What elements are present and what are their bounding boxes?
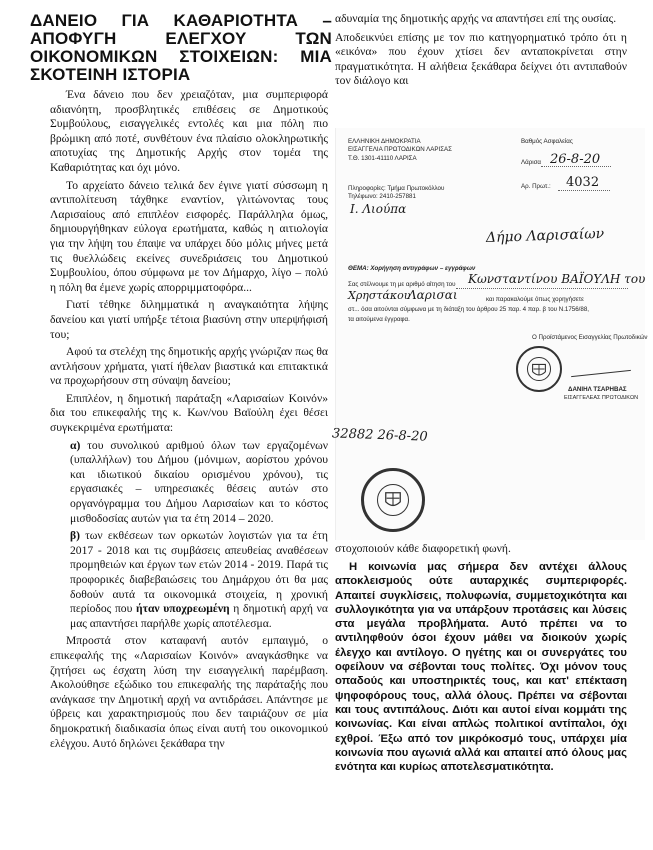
letter-applicant-handwritten: Κωνσταντίνου ΒΑΪΟΥΛΗ του bbox=[468, 272, 646, 286]
right-column bbox=[335, 12, 627, 93]
letter-signatory-name: ΔΑΝΙΗΛ ΤΣΑΡΗΒΑΣ bbox=[568, 386, 627, 393]
question-b-text-1: των εκθέσεων των ορκωτών λογιστών για τα έτη 2017 - 2018 και τις συμβάσεις απευθείας αναθέσεων προμηθειών και έργων των ετών 2014 - 2019. Παρά τις προφορικές διαβεβαιώσεις του Δημάρχου ότι θα μας δοθούν αυτά τα οικονομικά στοιχεία, η χρονική περίοδος που bbox=[70, 529, 328, 616]
letter-signatory-title: Ο Προϊστάμενος Εισαγγελίας Πρωτοδικών bbox=[532, 334, 648, 341]
letter-protocol-label: Αρ. Πρωτ.: bbox=[521, 183, 551, 190]
municipality-round-seal bbox=[361, 468, 425, 532]
letter-info-label: Πληροφορίες: Τμήμα Πρωτοκόλλου bbox=[348, 185, 445, 192]
letter-org-line-2: ΕΙΣΑΓΓΕΛΙΑ ΠΡΩΤΟΔΙΚΩΝ ΛΑΡΙΣΑΣ bbox=[348, 146, 453, 153]
letter-info-handwritten: Ι. Λιούπα bbox=[350, 202, 407, 216]
letter-protocol-handwritten: 4032 bbox=[566, 175, 600, 190]
registration-stamp-handwritten: 32882 26-8-20 bbox=[331, 426, 428, 445]
question-a-label: α) bbox=[70, 438, 81, 452]
question-a bbox=[70, 439, 328, 527]
paragraph-targeting: στοχοποιούν κάθε διαφορετική φωνή. bbox=[335, 542, 511, 555]
letter-body-line-1-print: Σας στέλνουμε τη με αριθμό αίτηση του bbox=[348, 281, 456, 288]
paragraph-loan: Το αρχείατο δάνειο τελικά δεν έγινε γιατί σύσσωμη η αντιπολίτευση τάχθηκε εναντίον, γλιτώνοντας τους Λαρισαίους από επιπλέον εισφορές. Παράλληλα όμως, δημιουργήθηκαν εύλογα ερωτήματα, καθώς η αιτιολογία για την λήψη του έπαψε να υπάρχει δύο μόλις μήνες μετά τις θυελλώδεις εκείνες συνεδριάσεις του Δημοτικού Συμβουλίου, όπου σύμφωνα με τον Δήμαρχο, λίγο – πολύ η πόλη θα έμενε χωρίς απορριμματοφόρα... bbox=[50, 178, 328, 294]
letter-protocol-line bbox=[558, 190, 610, 191]
question-b-label: β) bbox=[70, 529, 80, 543]
municipality-seal-emblem-icon bbox=[364, 471, 422, 529]
letter-security-level: Βαθμός Ασφαλείας bbox=[521, 138, 573, 145]
letter-org-line-1: ΕΛΛΗΝΙΚΗ ΔΗΜΟΚΡΑΤΙΑ bbox=[348, 138, 421, 145]
letter-org-line-3: Τ.Θ. 1301-41110 ΛΑΡΙΣΑ bbox=[348, 155, 417, 162]
question-a-text: του συνολικού αριθμού όλων των εργαζομένων (υπαλλήλων) του Δήμου (μόνιμων, αορίστου χρόνου και ιδιωτικού δικαίου ορισμένου χρόνου), τις εργασιακές – υπηρεσιακές θέσεις αυτών στο οργανόγραμμα του Δήμου Λαρισαίων και το κόστος μισθοδοσίας αυτών για τα έτη 2014 – 2020. bbox=[70, 438, 328, 525]
letter-body-line-3: στ... όσα αιτούνται σύμφωνα με τη διάταξη του άρθρου 25 παρ. 4 παρ. β του Ν.1756/88, bbox=[348, 306, 590, 313]
question-b-text-2: η δημοτική αρχή να μας απαντήσει παρήλθε χωρίς αποτέλεσμα. bbox=[70, 602, 328, 630]
question-b bbox=[70, 529, 328, 631]
article-headline: ΔΑΝΕΙΟ ΓΙΑ ΚΑΘΑΡΙΟΤΗΤΑ – ΑΠΟΦΥΓΗ ΕΛΕΓΧΟΥ ΤΩΝ ΟΙΚΟΝΟΜΙΚΩΝ ΣΤΟΙΧΕΙΩΝ: ΜΙΑ ΣΚΟΤΕΙΝΗ ΙΣΤΟΡΙΑ bbox=[30, 11, 332, 84]
paragraph-mockery: Μπροστά στον καταφανή αυτόν εμπαιγμό, ο επικεφαλής της «Λαρισαίων Κοινόν» αναγκάσθηκε να ζητήσει ως έσχατη λύση την εισαγγελική παρέμβαση. Ακολούθησε εξώδικο του επικεφαλής της παράταξής που ανάγκασε την Δημοτική αρχή να αντιδράσει. Απάντησε με ύβρεις και χαρακτηρισμούς που δεν ταιριάζουν σε μία δημοκρατική διαδικασία όπως είναι αυτή του οικονομικού ελέγχου. Αυτό δηλώνει ξεκάθαρα την bbox=[50, 634, 328, 750]
paragraph-proof: Αποδεικνύει επίσης με τον πιο κατηγορηματικό τρόπο ότι η «εικόνα» που έχουν χτίσει δεν ανταποκρίνεται στην πραγματικότητα. Η αλήθεια ξεκάθαρα δείχνει ότι αντιπαθούν τον διάλογο και bbox=[335, 30, 627, 88]
letter-date-handwritten: 26-8-20 bbox=[550, 152, 601, 167]
letter-body-line-1-rule bbox=[456, 288, 628, 289]
prosecutor-round-seal bbox=[516, 346, 562, 392]
paragraph-question-2: Αφού τα στελέχη της δημοτικής αρχής γνώριζαν πως θα αντλήσουν χρήματα, γιατί ήθελαν βιαστικά και επιτακτικά να προχωρήσουν στη σύναψη δανείου; bbox=[50, 345, 328, 388]
letter-applicant-father-handwritten: Χρηστάκου bbox=[348, 289, 411, 302]
letter-signatory-role: ΕΙΣΑΓΓΕΛΕΑΣ ΠΡΩΤΟΔΙΚΩΝ bbox=[564, 395, 639, 401]
letter-body-line-4: τα αιτούμενα έγγραφα. bbox=[348, 316, 410, 323]
letter-applicant-city-handwritten: Λαρισαι bbox=[408, 288, 458, 302]
paragraph-weakness: αδυναμία της δημοτικής αρχής να απαντήσει επί της ουσίας. bbox=[335, 12, 617, 25]
letter-subject: ΘΕΜΑ: Χορήγηση αντιγράφων – εγγράφων bbox=[348, 265, 476, 272]
paragraph-questions-intro: Επιπλέον, η δημοτική παράταξη «Λαρισαίων Κοινόν» δια του επικεφαλής της κ. Κων/νου Βαϊούλη έχει θέσει συγκεκριμένα ερωτήματα: bbox=[50, 391, 328, 435]
letter-date-label: Λάρισα bbox=[521, 159, 542, 166]
question-b-emphasis: ήταν υποχρεωμένη bbox=[136, 602, 230, 616]
seal-emblem-icon bbox=[518, 348, 560, 390]
signature-stroke bbox=[571, 370, 631, 377]
scanned-prosecutor-letter bbox=[331, 128, 648, 540]
letter-phone-label: Τηλέφωνο: 2410-257881 bbox=[348, 193, 416, 200]
paragraph-question-1: Γιατί τέθηκε διλημματικά η αναγκαιότητα λήψης δανείου και γιατί υπήρξε τέτοια βιασύνη στην υπερψήφισή του; bbox=[50, 298, 328, 341]
letter-body-line-2-print: και παρακαλούμε όπως χορηγήσετε bbox=[486, 296, 584, 303]
bold-conclusion: Η κοινωνία μας σήμερα δεν αντέχει άλλους αποκλεισμούς ούτε αυταρχικές συμπεριφορές. Απαιτεί συγκλίσεις, πολυφωνία, συμμετοχικότητα και συλλογικότητα για να υπάρξουν προτάσεις και λύσεις στα μεγάλα προβλήματα. Αυτό πρέπει να το αντιληφθούν όσοι έχουν μάθει να διοικούν χωρίς έλεγχο και αντίλογο. Ο ηγέτης και οι συνεργάτες του οφείλουν να σέβονται τους πολίτες. Όχι μόνον τους οπαδούς και υποστηρικτές τους, και κατ' επέκταση ψηφοφόρους τους, αλλά όλους. Πρέπει να σέβονται και τους αντιπάλους. Διότι και αυτοί είναι κομμάτι της κοινωνίας. Και είναι απλώς πολιτικοί αντίπαλοι, όχι εχθροί. Έξω από τον μικρόκοσμό τους, υπάρχει μία κοινωνία που αγωνιά αλλά και απαιτεί από όλους μας ενότητα και κυρίως αποτελεσματικότητα. bbox=[335, 561, 627, 774]
letter-recipient-handwritten: Δήμο Λαρισαίων bbox=[485, 225, 605, 247]
left-column bbox=[30, 12, 332, 754]
paragraph-intro: Ένα δάνειο που δεν χρειαζόταν, μια συμπεριφορά αδιανόητη, προσβλητικές επιθέσεις σε Δημοτικούς Συμβούλους, εισαγγελικές εντολές και μια πόλη πιο βρώμικη από ποτέ, συνθέτουν ένα πλαίσιο ολοκληρωτικής αποτυχίας της Δημοτικής Αρχής στον τομέα της Καθαριότητας και όχι μόνο. bbox=[50, 88, 328, 174]
